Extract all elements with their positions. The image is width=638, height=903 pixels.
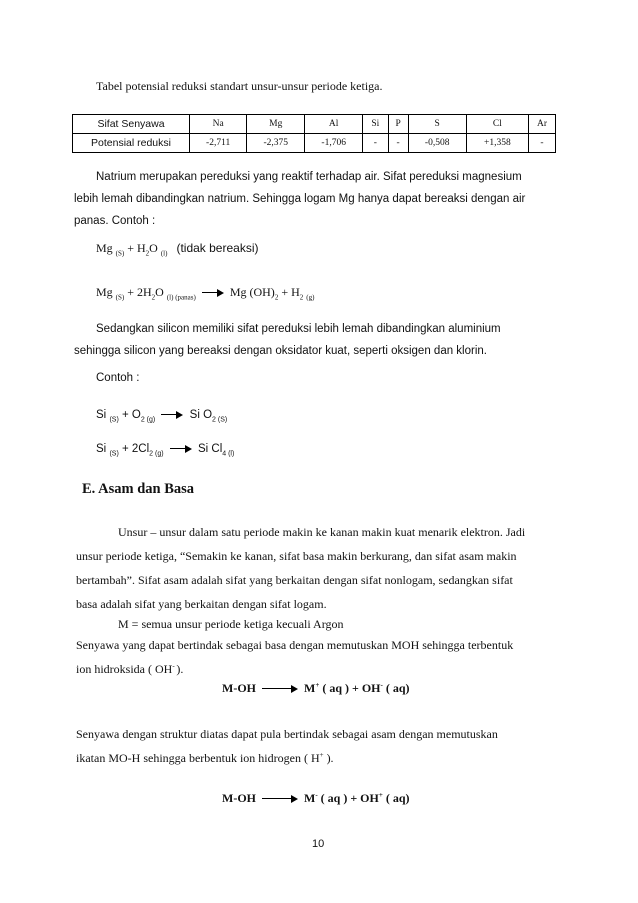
eq-term: M-OH — [222, 791, 256, 805]
eq-sub: 2 — [145, 249, 150, 258]
eq-sub: 2 — [151, 293, 156, 302]
eq-term: + O — [121, 409, 141, 421]
paragraph-basa — [76, 633, 513, 681]
table-cell: -0,508 — [408, 134, 466, 153]
table-header-cell: Mg — [247, 115, 305, 134]
eq-sub: (S) — [115, 293, 125, 302]
eq-term: + H — [281, 285, 300, 299]
table-cell: - — [388, 134, 408, 153]
text-span: ion hidroksida ( OH — [76, 662, 173, 676]
eq-term: Si — [96, 443, 107, 455]
table-row — [73, 134, 556, 153]
text-line: unsur periode ketiga, “Semakin ke kanan, sifat basa makin berkurang, dan sifat asam makin — [76, 549, 517, 563]
eq-sub: 4 (l) — [222, 450, 235, 458]
eq-sup: + — [378, 791, 383, 799]
eq-sub: 2 (g) — [140, 416, 156, 424]
eq-sub: (l) (panas) — [166, 293, 196, 302]
equation-base-dissociation — [222, 681, 410, 696]
equation-mg-water — [96, 241, 258, 256]
table-cell: +1,358 — [466, 134, 528, 153]
text-line: Unsur – unsur dalam satu periode makin ke kanan makin kuat menarik elektron. Jadi — [118, 525, 526, 539]
table-header-cell: Al — [305, 115, 363, 134]
eq-sub: 2 — [274, 293, 279, 302]
section-title: E. Asam dan Basa — [82, 481, 195, 497]
equation-si-oxygen — [96, 409, 228, 424]
text-line: Natrium merupakan pereduksi yang reaktif terhadap air. Sifat pereduksi magnesium — [96, 171, 522, 183]
eq-term: M — [304, 681, 316, 695]
eq-sub: 2 — [299, 293, 304, 302]
table-header-cell: Ar — [529, 115, 556, 134]
text-line: Sedangkan silicon memiliki sifat pereduksi lebih lemah dibandingkan aluminium — [96, 323, 501, 335]
table-cell: - — [529, 134, 556, 153]
paragraph-silicon — [74, 318, 501, 362]
eq-term: Mg (OH) — [229, 285, 275, 299]
text-line: bertambah”. Sifat asam adalah sifat yang berkaitan dengan sifat nonlogam, sedangkan sifat — [76, 573, 513, 587]
page-number: 10 — [312, 838, 325, 850]
reaction-arrow-icon — [262, 795, 298, 803]
eq-term: + H — [127, 241, 146, 255]
text-span: ). — [323, 751, 334, 765]
eq-term: O — [149, 241, 158, 255]
reaction-arrow-icon — [262, 685, 298, 693]
table-row-label: Sifat Senyawa — [73, 115, 190, 134]
reaction-arrow-icon — [161, 411, 183, 419]
paragraph-natrium — [74, 166, 525, 232]
contoh-label: Contoh : — [96, 372, 140, 384]
paragraph-asam — [76, 722, 498, 770]
reaction-arrow-icon — [202, 289, 224, 297]
eq-term: Si Cl — [197, 443, 223, 455]
text-line: Senyawa dengan struktur diatas dapat pula bertindak sebagai asam dengan memutuskan — [76, 727, 498, 741]
eq-sub: (g) — [306, 293, 315, 302]
table-cell: -2,375 — [247, 134, 305, 153]
reduction-potential-table — [72, 114, 556, 153]
eq-term: Si O — [189, 409, 213, 421]
m-definition: M = semua unsur periode ketiga kecuali Argon — [118, 617, 344, 631]
paragraph-asam-basa — [76, 520, 525, 616]
text-span: ). — [176, 662, 184, 676]
eq-note: (tidak bereaksi) — [176, 241, 259, 255]
eq-term: Si — [96, 409, 107, 421]
equation-mg-hot-water — [96, 285, 314, 300]
eq-term: M-OH — [222, 681, 256, 695]
text-sup: + — [319, 751, 324, 759]
equation-si-chlorine — [96, 443, 235, 458]
eq-term: O — [155, 285, 164, 299]
eq-term: M — [304, 791, 316, 805]
text-span: ikatan MO-H sehingga berbentuk ion hidrogen ( H — [76, 751, 320, 765]
table-row-label: Potensial reduksi — [73, 134, 190, 153]
eq-term: + 2H — [127, 285, 152, 299]
table-header-cell: Si — [363, 115, 388, 134]
eq-sub: (l) — [160, 249, 168, 258]
table-header-cell: Na — [190, 115, 247, 134]
eq-term: ( aq ) + OH — [317, 791, 379, 805]
table-cell: -1,706 — [305, 134, 363, 153]
table-cell: - — [363, 134, 388, 153]
eq-sub: 2 (g) — [149, 450, 164, 458]
text-line: basa adalah sifat yang berkaitan dengan sifat logam. — [76, 597, 327, 611]
table-cell: -2,711 — [190, 134, 247, 153]
eq-sub: (S) — [109, 416, 119, 424]
table-header-cell: P — [388, 115, 408, 134]
text-line — [76, 746, 498, 770]
table-row — [73, 115, 556, 134]
table-header-cell: Cl — [466, 115, 528, 134]
eq-sub: (S) — [115, 249, 125, 258]
text-sup: - — [172, 662, 177, 670]
text-line — [76, 657, 513, 681]
eq-term: Mg — [96, 285, 113, 299]
eq-sub: (S) — [109, 450, 119, 458]
eq-term: ( aq) — [382, 681, 410, 695]
reaction-arrow-icon — [170, 445, 192, 453]
eq-sup: - — [315, 791, 318, 799]
eq-term: + 2Cl — [121, 443, 150, 455]
table-header-cell: S — [408, 115, 466, 134]
eq-term: ( aq ) + OH — [319, 681, 381, 695]
text-line: lebih lemah dibandingkan natrium. Sehingga logam Mg hanya dapat bereaksi dengan air — [74, 193, 526, 205]
eq-sup: + — [315, 681, 320, 689]
eq-term: Mg — [96, 241, 113, 255]
intro-text: Tabel potensial reduksi standart unsur-unsur periode ketiga. — [96, 79, 383, 93]
eq-term: ( aq) — [382, 791, 410, 805]
equation-acid-dissociation — [222, 791, 410, 806]
text-line: panas. Contoh : — [74, 215, 156, 227]
eq-sub: 2 (S) — [212, 416, 228, 424]
text-line: sehingga silicon yang bereaksi dengan oksidator kuat, seperti oksigen dan klorin. — [74, 345, 487, 357]
eq-sup: - — [380, 681, 383, 689]
text-line: Senyawa yang dapat bertindak sebagai basa dengan memutuskan MOH sehingga terbentuk — [76, 638, 514, 652]
